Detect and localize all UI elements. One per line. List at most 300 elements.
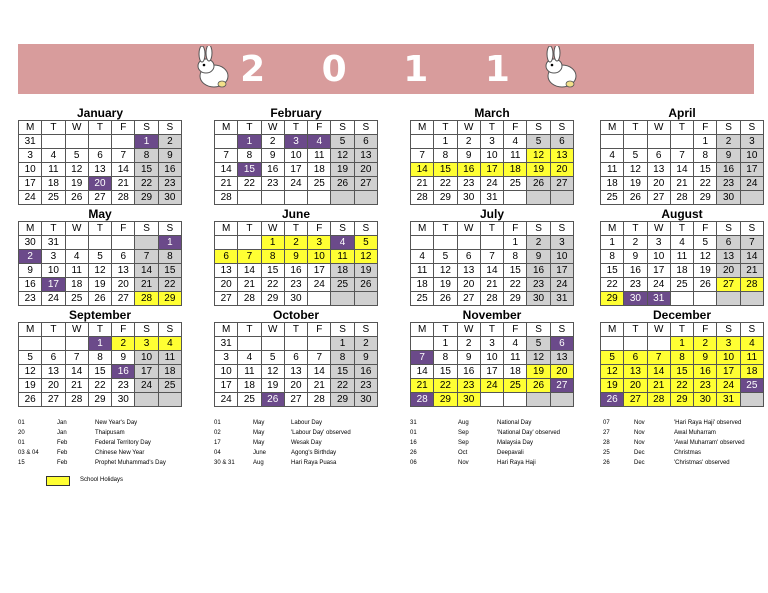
weekday-header: T <box>284 323 307 337</box>
weekday-header: T <box>480 121 503 135</box>
day-cell: 5 <box>694 236 717 250</box>
day-cell: 23 <box>284 278 307 292</box>
day-cell: 22 <box>331 379 354 393</box>
day-cell: 28 <box>215 191 238 205</box>
weekday-header: F <box>694 323 717 337</box>
month-name: January <box>76 106 124 120</box>
day-cell: 3 <box>480 135 503 149</box>
day-cell <box>354 292 377 306</box>
holiday-day: 25 <box>603 450 610 456</box>
day-cell: 12 <box>88 264 111 278</box>
holiday-name: 'National Day' observed <box>497 430 560 436</box>
day-cell: 27 <box>647 191 670 205</box>
day-cell: 13 <box>717 250 740 264</box>
day-cell: 24 <box>717 379 740 393</box>
weekday-header: S <box>527 222 550 236</box>
day-cell: 1 <box>331 337 354 351</box>
week-row <box>601 351 764 365</box>
week-row <box>215 264 378 278</box>
day-cell: 10 <box>19 163 42 177</box>
day-cell: 30 <box>694 393 717 407</box>
day-cell: 8 <box>135 149 158 163</box>
day-cell: 27 <box>112 292 135 306</box>
day-cell: 20 <box>284 379 307 393</box>
day-cell <box>550 393 573 407</box>
day-cell: 8 <box>601 250 624 264</box>
day-cell <box>624 337 647 351</box>
day-cell: 30 <box>457 393 480 407</box>
day-cell: 16 <box>19 278 42 292</box>
holiday-day: 02 <box>214 430 221 436</box>
day-cell: 20 <box>457 278 480 292</box>
day-cell: 6 <box>112 250 135 264</box>
week-row <box>19 264 182 278</box>
day-cell: 23 <box>527 278 550 292</box>
day-cell: 30 <box>624 292 647 306</box>
day-cell: 2 <box>624 236 647 250</box>
day-cell: 9 <box>624 250 647 264</box>
weekday-header: T <box>434 323 457 337</box>
week-row <box>601 379 764 393</box>
day-cell: 4 <box>601 149 624 163</box>
day-cell: 14 <box>647 365 670 379</box>
weekday-header: F <box>112 121 135 135</box>
day-cell: 31 <box>480 191 503 205</box>
weekday-header: W <box>647 121 670 135</box>
week-row <box>411 351 574 365</box>
day-cell: 9 <box>261 149 284 163</box>
day-cell <box>19 337 42 351</box>
day-cell: 20 <box>624 379 647 393</box>
day-cell: 18 <box>411 278 434 292</box>
day-cell: 27 <box>624 393 647 407</box>
day-cell: 26 <box>261 393 284 407</box>
day-cell: 3 <box>284 135 307 149</box>
day-cell: 28 <box>480 292 503 306</box>
month-name: September <box>68 308 132 322</box>
day-cell: 4 <box>504 135 527 149</box>
day-cell: 27 <box>215 292 238 306</box>
day-cell: 8 <box>88 351 111 365</box>
month-april <box>600 106 764 205</box>
day-cell: 21 <box>480 278 503 292</box>
weekday-header: M <box>19 222 42 236</box>
weekday-header: T <box>434 222 457 236</box>
day-cell: 17 <box>42 278 65 292</box>
day-cell: 13 <box>550 149 573 163</box>
day-cell: 22 <box>88 379 111 393</box>
day-cell: 26 <box>331 177 354 191</box>
holiday-month: Aug <box>458 420 469 426</box>
day-cell: 6 <box>215 250 238 264</box>
weekday-header: S <box>717 323 740 337</box>
day-cell: 1 <box>694 135 717 149</box>
week-row <box>411 149 574 163</box>
weekday-header: S <box>135 323 158 337</box>
holiday-day: 30 & 31 <box>214 460 235 466</box>
week-row <box>411 250 574 264</box>
year-banner <box>18 44 754 94</box>
day-cell: 13 <box>112 264 135 278</box>
day-cell: 11 <box>504 149 527 163</box>
holiday-day: 01 <box>18 420 25 426</box>
day-cell: 14 <box>670 163 693 177</box>
day-cell: 4 <box>158 337 181 351</box>
month-table <box>214 221 378 306</box>
week-row <box>19 177 182 191</box>
holiday-name: 'Awal Muharram' observed <box>674 440 745 446</box>
day-cell: 10 <box>550 250 573 264</box>
day-cell: 11 <box>158 351 181 365</box>
day-cell: 23 <box>158 177 181 191</box>
day-cell: 13 <box>88 163 111 177</box>
holiday-month: Oct <box>458 450 468 456</box>
month-name: December <box>652 308 712 322</box>
day-cell: 8 <box>434 149 457 163</box>
day-cell: 13 <box>284 365 307 379</box>
holiday-month: Nov <box>634 440 645 446</box>
day-cell: 10 <box>740 149 763 163</box>
day-cell <box>550 191 573 205</box>
weekday-header: S <box>527 121 550 135</box>
day-cell: 9 <box>354 351 377 365</box>
day-cell: 25 <box>740 379 763 393</box>
day-cell: 7 <box>215 149 238 163</box>
week-row <box>215 135 378 149</box>
day-cell: 17 <box>284 163 307 177</box>
day-cell: 23 <box>717 177 740 191</box>
month-name: July <box>479 207 504 221</box>
day-cell: 17 <box>135 365 158 379</box>
weekday-header: S <box>740 323 763 337</box>
day-cell: 8 <box>670 351 693 365</box>
weekday-header: W <box>457 323 480 337</box>
day-cell: 5 <box>331 135 354 149</box>
week-row <box>215 337 378 351</box>
week-row <box>411 379 574 393</box>
day-cell: 19 <box>261 379 284 393</box>
day-cell: 4 <box>670 236 693 250</box>
day-cell: 18 <box>504 365 527 379</box>
weekday-header: S <box>354 222 377 236</box>
day-cell: 17 <box>550 264 573 278</box>
week-row <box>215 149 378 163</box>
weekday-header: T <box>624 323 647 337</box>
day-cell: 25 <box>42 191 65 205</box>
month-table <box>600 221 764 306</box>
day-cell: 7 <box>308 351 331 365</box>
day-cell: 20 <box>354 163 377 177</box>
day-cell: 27 <box>88 191 111 205</box>
holiday-day: 17 <box>214 440 221 446</box>
month-january <box>18 106 182 205</box>
day-cell: 15 <box>504 264 527 278</box>
day-cell <box>65 337 88 351</box>
day-cell: 16 <box>158 163 181 177</box>
week-row <box>411 135 574 149</box>
day-cell: 10 <box>215 365 238 379</box>
day-cell: 24 <box>42 292 65 306</box>
year-title: 2 0 1 1 <box>240 49 532 90</box>
day-cell: 26 <box>527 379 550 393</box>
week-row <box>19 292 182 306</box>
day-cell: 15 <box>158 264 181 278</box>
day-cell: 17 <box>215 379 238 393</box>
day-cell: 6 <box>42 351 65 365</box>
weekday-header: T <box>480 222 503 236</box>
day-cell: 1 <box>670 337 693 351</box>
day-cell: 19 <box>88 278 111 292</box>
day-cell <box>88 236 111 250</box>
day-cell: 29 <box>331 393 354 407</box>
day-cell: 3 <box>19 149 42 163</box>
day-cell: 5 <box>65 149 88 163</box>
holiday-name: Chinese New Year <box>95 450 145 456</box>
day-cell: 14 <box>411 365 434 379</box>
day-cell: 16 <box>717 163 740 177</box>
holiday-day: 20 <box>18 430 25 436</box>
day-cell: 14 <box>215 163 238 177</box>
day-cell <box>434 236 457 250</box>
day-cell: 16 <box>694 365 717 379</box>
day-cell: 2 <box>527 236 550 250</box>
day-cell: 4 <box>411 250 434 264</box>
day-cell: 19 <box>601 379 624 393</box>
week-row <box>19 135 182 149</box>
week-row <box>19 337 182 351</box>
day-cell: 18 <box>331 264 354 278</box>
day-cell: 6 <box>354 135 377 149</box>
day-cell: 22 <box>434 177 457 191</box>
weekday-header-row <box>601 222 764 236</box>
weekday-header: F <box>112 222 135 236</box>
week-row <box>601 163 764 177</box>
day-cell <box>740 393 763 407</box>
weekday-header: T <box>238 323 261 337</box>
month-name: October <box>272 308 319 322</box>
weekday-header: S <box>135 222 158 236</box>
day-cell: 17 <box>717 365 740 379</box>
week-row <box>601 236 764 250</box>
day-cell: 19 <box>434 278 457 292</box>
month-july <box>410 207 574 306</box>
day-cell: 14 <box>135 264 158 278</box>
day-cell: 6 <box>284 351 307 365</box>
day-cell <box>135 236 158 250</box>
day-cell: 17 <box>740 163 763 177</box>
month-name: August <box>661 207 703 221</box>
day-cell: 10 <box>135 351 158 365</box>
weekday-header: S <box>135 121 158 135</box>
weekday-header: W <box>261 121 284 135</box>
day-cell <box>670 292 693 306</box>
day-cell: 11 <box>411 264 434 278</box>
weekday-header: T <box>42 121 65 135</box>
holiday-day: 26 <box>603 460 610 466</box>
day-cell: 28 <box>411 393 434 407</box>
month-table <box>18 322 182 407</box>
day-cell: 14 <box>480 264 503 278</box>
day-cell: 13 <box>354 149 377 163</box>
weekday-header: M <box>215 222 238 236</box>
weekday-header: T <box>670 323 693 337</box>
day-cell <box>65 135 88 149</box>
month-table <box>214 120 378 205</box>
day-cell: 26 <box>354 278 377 292</box>
week-row <box>19 149 182 163</box>
holiday-month: Jan <box>57 430 67 436</box>
day-cell: 1 <box>434 135 457 149</box>
day-cell: 9 <box>112 351 135 365</box>
weekday-header: M <box>411 222 434 236</box>
weekday-header: T <box>670 222 693 236</box>
day-cell <box>647 135 670 149</box>
day-cell <box>238 337 261 351</box>
day-cell: 26 <box>624 191 647 205</box>
weekday-header: T <box>284 121 307 135</box>
week-row <box>601 292 764 306</box>
day-cell: 24 <box>647 278 670 292</box>
weekday-header: M <box>411 323 434 337</box>
weekday-header: T <box>480 323 503 337</box>
holiday-month: Sep <box>458 440 469 446</box>
weekday-header: T <box>624 121 647 135</box>
month-table <box>410 120 574 205</box>
weekday-header: S <box>717 222 740 236</box>
day-cell: 4 <box>308 135 331 149</box>
week-row <box>19 393 182 407</box>
day-cell: 26 <box>434 292 457 306</box>
day-cell: 31 <box>42 236 65 250</box>
day-cell: 19 <box>354 264 377 278</box>
day-cell: 2 <box>354 337 377 351</box>
day-cell: 18 <box>740 365 763 379</box>
weekday-header: S <box>158 323 181 337</box>
day-cell: 7 <box>135 250 158 264</box>
day-cell <box>601 135 624 149</box>
day-cell: 5 <box>527 135 550 149</box>
weekday-header-row <box>601 121 764 135</box>
day-cell: 4 <box>331 236 354 250</box>
day-cell: 21 <box>215 177 238 191</box>
day-cell: 14 <box>308 365 331 379</box>
day-cell: 22 <box>238 177 261 191</box>
holiday-day: 27 <box>603 430 610 436</box>
weekday-header-row <box>215 222 378 236</box>
holiday-name: 'Hari Raya Haji' observed <box>674 420 742 426</box>
day-cell: 21 <box>112 177 135 191</box>
holiday-name: Thaipusam <box>95 430 125 436</box>
holiday-name: Labour Day <box>291 420 323 426</box>
day-cell: 24 <box>740 177 763 191</box>
day-cell <box>527 191 550 205</box>
day-cell: 5 <box>354 236 377 250</box>
day-cell: 12 <box>694 250 717 264</box>
day-cell: 13 <box>457 264 480 278</box>
day-cell: 16 <box>527 264 550 278</box>
day-cell <box>284 191 307 205</box>
week-row <box>411 191 574 205</box>
weekday-header: W <box>457 222 480 236</box>
holiday-day: 01 <box>18 440 25 446</box>
day-cell: 10 <box>284 149 307 163</box>
day-cell: 15 <box>238 163 261 177</box>
day-cell: 13 <box>550 351 573 365</box>
day-cell: 9 <box>717 149 740 163</box>
day-cell: 29 <box>434 393 457 407</box>
day-cell: 24 <box>215 393 238 407</box>
day-cell: 29 <box>88 393 111 407</box>
week-row <box>601 135 764 149</box>
day-cell: 12 <box>354 250 377 264</box>
day-cell: 24 <box>135 379 158 393</box>
weekday-header-row <box>215 323 378 337</box>
day-cell: 2 <box>112 337 135 351</box>
day-cell: 8 <box>238 149 261 163</box>
day-cell: 23 <box>19 292 42 306</box>
day-cell: 20 <box>42 379 65 393</box>
day-cell <box>215 135 238 149</box>
weekday-header: T <box>238 121 261 135</box>
day-cell: 15 <box>331 365 354 379</box>
week-row <box>411 292 574 306</box>
weekday-header: T <box>88 222 111 236</box>
month-november <box>410 308 574 407</box>
weekday-header: F <box>112 323 135 337</box>
holiday-name: 'Christmas' observed <box>674 460 730 466</box>
day-cell <box>504 393 527 407</box>
day-cell <box>411 236 434 250</box>
month-december <box>600 308 764 407</box>
day-cell: 4 <box>740 337 763 351</box>
holiday-month: Nov <box>634 420 645 426</box>
month-october <box>214 308 378 407</box>
weekday-header-row <box>411 222 574 236</box>
week-row <box>411 337 574 351</box>
weekday-header: F <box>504 323 527 337</box>
day-cell: 6 <box>88 149 111 163</box>
weekday-header: S <box>354 323 377 337</box>
day-cell: 22 <box>158 278 181 292</box>
day-cell: 10 <box>717 351 740 365</box>
day-cell: 3 <box>215 351 238 365</box>
day-cell: 29 <box>601 292 624 306</box>
day-cell: 19 <box>331 163 354 177</box>
day-cell <box>457 236 480 250</box>
day-cell: 14 <box>740 250 763 264</box>
day-cell <box>694 292 717 306</box>
weekday-header: T <box>284 222 307 236</box>
day-cell: 10 <box>480 351 503 365</box>
day-cell: 20 <box>88 177 111 191</box>
day-cell: 13 <box>647 163 670 177</box>
month-name: March <box>474 106 510 120</box>
day-cell: 9 <box>19 264 42 278</box>
day-cell: 12 <box>331 149 354 163</box>
day-cell: 25 <box>504 379 527 393</box>
day-cell <box>331 191 354 205</box>
day-cell: 15 <box>135 163 158 177</box>
week-row <box>19 379 182 393</box>
day-cell: 30 <box>158 191 181 205</box>
month-table <box>600 120 764 205</box>
day-cell: 1 <box>238 135 261 149</box>
day-cell: 22 <box>261 278 284 292</box>
day-cell: 22 <box>135 177 158 191</box>
day-cell: 2 <box>158 135 181 149</box>
day-cell: 7 <box>411 149 434 163</box>
day-cell: 30 <box>19 236 42 250</box>
